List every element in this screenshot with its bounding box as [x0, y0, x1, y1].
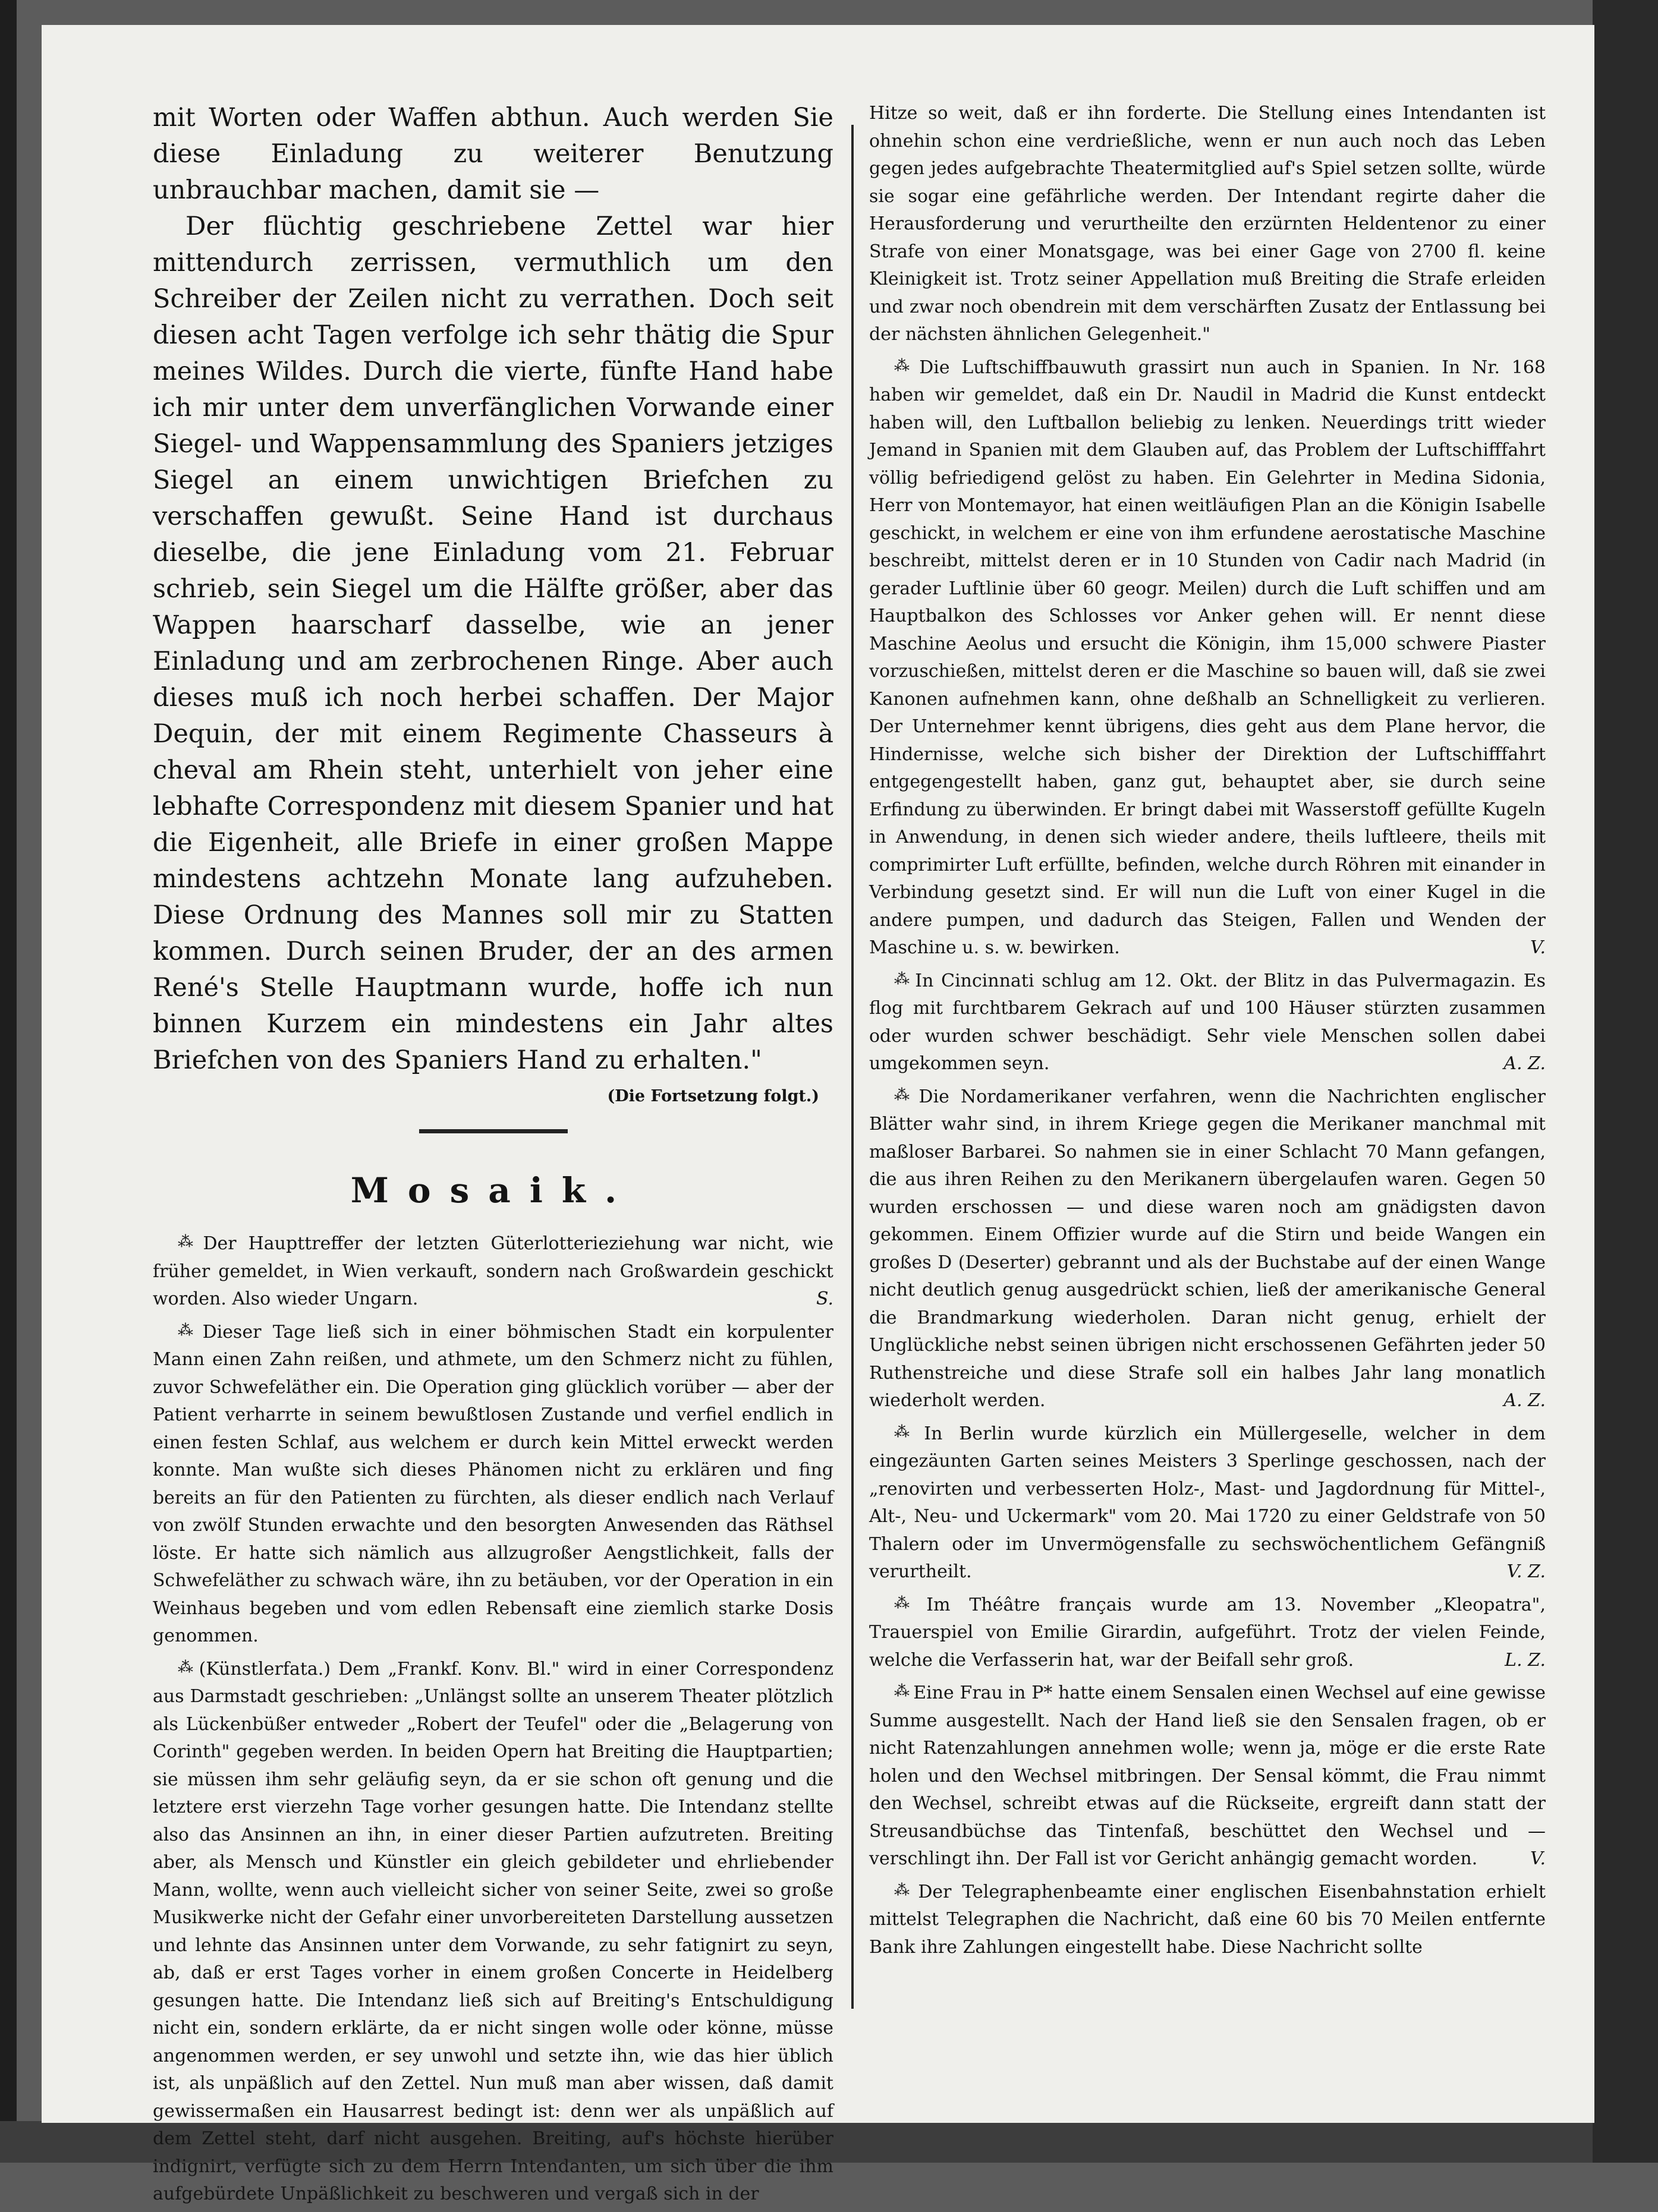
asterism-icon: ⁂ — [178, 1659, 194, 1677]
asterism-icon: ⁂ — [894, 1682, 908, 1700]
serial-story — [153, 100, 833, 1079]
news-item: ⁂ Im Théâtre français wurde am 13. November „Kleopatra", Trauerspiel von Emilie Girardin, aufgeführt. Trotz der vielen Feinde, welche die Verfasserin hat, war der Beifall sehr groß. L. Z. — [869, 1590, 1546, 1675]
story-paragraph: Der flüchtig geschriebene Zettel war hier mittendurch zerrissen, vermuthlich um den Schreiber der Zeilen nicht zu verrathen. Doch seit diesen acht Tagen verfolge ich sehr thätig die Spur meines Wildes. Durch die vierte, fünfte Hand habe ich mir unter dem unverfänglichen Vorwande einer Siegel- und Wappensammlung des Spaniers jetziges Siegel an einem unwichtigen Briefchen zu verschaffen gewußt. Seine Hand ist durchaus dieselbe, die jene Einladung vom 21. Februar schrieb, sein Siegel um die Hälfte größer, aber das Wappen haarscharf dasselbe, wie an jener Einladung und am zerbrochenen Ringe. Aber auch dieses muß ich noch herbei schaffen. Der Major Dequin, der mit einem Regimente Chasseurs à cheval am Rhein steht, unterhielt von jeher eine lebhafte Correspondenz mit diesem Spanier und hat die Eigenheit, alle Briefe in einer großen Mappe mindestens achtzehn Monate lang aufzuheben. Diese Ordnung des Mannes soll mir zu Statten kommen. Durch seinen Bruder, der an des armen René's Stelle Hauptmann wurde, hoffe ich nun binnen Kurzem ein mindestens ein Jahr altes Briefchen von des Spaniers Hand zu erhalten." — [153, 209, 833, 1079]
item-signature: A. Z. — [1471, 1050, 1546, 1078]
news-item-continued: Hitze so weit, daß er ihn forderte. Die Stellung eines Intendanten ist ohnehin schon eine verdrießliche, wenn er nun auch noch das Leben gegen jedes aufgebrachte Theatermitglied auf's Spiel setzen sollte, würde sie sogar eine gefährliche werden. Der Intendant regirte daher die Herausforderung und verurtheilte den erzürnten Heldentenor zu einer Strafe von einer Monatsgage, was bei einer Gage von 2700 fl. keine Kleinigkeit ist. Trotz seiner Appellation muß Breiting die Strafe erleiden und zwar noch obendrein mit dem verschärften Zusatz der Entlassung bei der nächsten ähnlichen Gelegenheit." — [869, 100, 1546, 349]
news-item: ⁂ (Künstlerfata.) Dem „Frankf. Konv. Bl." wird in einer Correspondenz aus Darmstadt geschrieben: „Unlängst sollte an unserem Theater plötzlich als Lückenbüßer entweder „Robert der Teufel" oder die „Belagerung von Corinth" gegeben werden. In beiden Opern hat Breiting die Hauptpartien; sie müssen ihm sehr geläufig seyn, da er sie schon oft genung und die letztere erst vierzehn Tage vorher gesungen hatte. Die Intendanz stellte also das Ansinnen an ihn, in einer dieser Partien aufzutreten. Breiting aber, als Mensch und Künstler ein gleich gebildeter und ehrliebender Mann, wollte, wenn auch vielleicht sicher von seiner Seite, zwei so große Musikwerke nicht der Gefahr einer unvorbereiteten Darstellung aussetzen und lehnte das Ansinnen unter dem Vorwande, zu sehr fatignirt zu seyn, ab, daß er erst Tages vorher in einem großen Concerte in Heidelberg gesungen hatte. Die Intendanz ließ sich auf Breiting's Entschuldigung nicht ein, sondern erklärte, da er nicht singen wolle oder könne, müsse angenommen werden, er sey unwohl und setzte ihn, wie das hier üblich ist, als unpäßlich auf den Zettel. Nun muß man aber wissen, daß damit gewissermaßen ein Hausarrest bedingt ist: denn wer als unpäßlich auf dem Zettel steht, darf nicht ausgehen. Breiting, auf's höchste hierüber indignirt, verfügte sich zu dem Herrn Intendanten, um sich über die ihm aufgebürdete Unpäßlichkeit zu beschweren und vergaß sich in der — [153, 1654, 833, 2208]
news-item: ⁂ In Berlin wurde kürzlich ein Müllergeselle, welcher in dem eingezäunten Garten seines Meisters 3 Sperlinge geschossen, nach der „renovirten und verbesserten Holz-, Mast- und Jagdordnung für Mittel-, Alt-, Neu- und Uckermark" vom 20. Mai 1720 zu einer Geldstrafe von 50 Thalern oder im Unvermögensfalle zu sechswöchentlichem Gefängniß verurtheilt. V. Z. — [869, 1419, 1546, 1586]
item-signature: V. Z. — [1475, 1558, 1546, 1586]
asterism-icon: ⁂ — [894, 970, 910, 988]
right-column — [869, 100, 1546, 1965]
section-divider — [419, 1129, 568, 1133]
continuation-note: (Die Fortsetzung folgt.) — [153, 1087, 819, 1105]
item-signature: S. — [784, 1285, 833, 1313]
asterism-icon: ⁂ — [894, 1882, 913, 1899]
news-item: ⁂ Dieser Tage ließ sich in einer böhmischen Stadt ein korpulenter Mann einen Zahn reißen, und athmete, um den Schmerz nicht zu fühlen, zuvor Schwefeläther ein. Die Operation ging glücklich vorüber — aber der Patient verharrte in seinem bewußtlosen Zustande und verfiel endlich in einen festen Schlaf, aus welchem er durch kein Mittel erweckt werden konnte. Man wußte sich dieses Phänomen nicht zu erklären und fing bereits an für den Patienten zu fürchten, als dieser endlich nach Verlauf von zwölf Stunden erwachte und den besorgten Anwesenden das Räthsel löste. Er hatte sich nämlich aus allzugroßer Aengstlichkeit, falls der Schwefeläther zu schwach wäre, ihn zu betäuben, vor der Operation in ein Weinhaus begeben und vom edlen Rebensaft eine ziemlich starke Dosis genommen. — [153, 1317, 833, 1650]
news-item: ⁂ Der Haupttreffer der letzten Güterlotterieziehung war nicht, wie früher gemeldet, in Wien verkauft, sondern nach Großwardein geschickt worden. Also wieder Ungarn. S. — [153, 1228, 833, 1313]
column-divider — [851, 125, 854, 2009]
story-paragraph: mit Worten oder Waffen abthun. Auch werden Sie diese Einladung zu weiterer Benutzung unbrauchbar machen, damit sie — — [153, 100, 833, 209]
item-signature: V. — [1498, 1845, 1546, 1873]
news-item: ⁂ Eine Frau in P* hatte einem Sensalen einen Wechsel auf eine gewisse Summe ausgestellt. Nach der Hand ließ sie den Sensalen fragen, ob er nicht Ratenzahlungen annehmen wolle; wenn ja, möge er die erste Rate holen und den Wechsel mitbringen. Der Sensal kömmt, die Frau nimmt den Wechsel, schreibt etwas auf die Rückseite, ergreift dann statt der Streusandbüchse das Tintenfaß, beschüttet den Wechsel und — verschlingt ihn. Der Fall ist vor Gericht anhängig gemacht worden. V. — [869, 1678, 1546, 1873]
news-item: ⁂ Die Luftschiffbauwuth grassirt nun auch in Spanien. In Nr. 168 haben wir gemeldet, daß ein Dr. Naudil in Madrid die Kunst entdeckt haben will, den Luftballon beliebig zu lenken. Neuerdings tritt wieder Jemand in Spanien mit dem Glauben auf, das Problem der Luftschifffahrt völlig befriedigend gelöst zu haben. Ein Gelehrter in Medina Sidonia, Herr von Montemayor, hat einen weitläufigen Plan an die Königin Isabelle geschickt, in welchem er eine von ihm erfundene aerostatische Maschine beschreibt, mittelst deren er in 10 Stunden von Cadir nach Madrid (in gerader Luftlinie über 60 geogr. Meilen) durch die Luft schiffen und am Hauptbalkon des Schlosses vor Anker gehen will. Er nennt diese Maschine Aeolus und ersucht die Königin, ihm 15,000 schwere Piaster vorzuschießen, mittelst deren er die Maschine so bauen will, daß sie zwei Kanonen aufnehmen kann, ohne deßhalb an Schnelligkeit zu verlieren. Der Unternehmer kennt übrigens, dies geht aus dem Plane hervor, die Hindernisse, welche sich bisher der Direktion der Luftschifffahrt entgegengestellt haben, ganz gut, behauptet aber, sie durch seine Erfindung zu überwinden. Er bringt dabei mit Wasserstoff gefüllte Kugeln in Anwendung, in denen sich wieder andere, theils luftleere, theils mit comprimirter Luft erfüllte, befinden, welche durch Röhren mit einander in Verbindung gesetzt sind. Er will nun die Luft von einer Kugel in die andere pumpen, und dadurch das Steigen, Fallen und Wenden der Maschine u. s. w. bewirken. V. — [869, 352, 1546, 962]
asterism-icon: ⁂ — [894, 1086, 914, 1104]
left-column — [153, 100, 833, 2212]
scan-border-right — [1593, 0, 1658, 2163]
news-item: ⁂ Der Telegraphenbeamte einer englischen Eisenbahnstation erhielt mittelst Telegraphen die Nachricht, daß eine 60 bis 70 Meilen entfernte Bank ihre Zahlungen eingestellt habe. Diese Nachricht sollte — [869, 1877, 1546, 1962]
scan-border-left — [0, 0, 17, 2163]
asterism-icon: ⁂ — [894, 1595, 921, 1612]
item-signature: A. Z. — [1471, 1387, 1546, 1415]
asterism-icon: ⁂ — [178, 1322, 198, 1340]
asterism-icon: ⁂ — [178, 1233, 198, 1251]
news-item: ⁂ In Cincinnati schlug am 12. Okt. der Blitz in das Pulvermagazin. Es flog mit furchtbarem Gekrach auf und 100 Häuser stürzten zusammen oder wurden schwer beschädigt. Sehr viele Menschen sollen dabei umgekommen seyn. A. Z. — [869, 966, 1546, 1078]
asterism-icon: ⁂ — [894, 357, 914, 375]
news-item: ⁂ Die Nordamerikaner verfahren, wenn die Nachrichten englischer Blätter wahr sind, in ihrem Kriege gegen die Merikaner manchmal mit maßloser Barbarei. So nahmen sie in einer Schlacht 70 Mann gefangen, die aus ihren Reihen zu den Merikanern übergelaufen waren. Gegen 50 wurden erschossen — und diese waren noch am gnädigsten davon gekommen. Einem Offizier wurde auf die Stirn und beide Wangen ein großes D (Deserter) gebrannt und als der Buchstabe auf der einen Wange nicht deutlich genug ausgedrückt schien, ließ der amerikanische General die Brandmarkung wiederholen. Daran nicht genug, erhielt der Unglückliche nebst seinen übrigen nicht erschossenen Gefährten jeder 50 Ruthenstreiche und diese Strafe soll ein halbes Jahr lang monatlich wiederholt werden. A. Z. — [869, 1082, 1546, 1415]
section-heading: Mosaik. — [153, 1170, 833, 1211]
asterism-icon: ⁂ — [894, 1423, 919, 1441]
item-signature: V. — [1498, 934, 1546, 962]
mosaic-items-left — [153, 1228, 833, 2208]
item-signature: L. Z. — [1473, 1647, 1546, 1675]
